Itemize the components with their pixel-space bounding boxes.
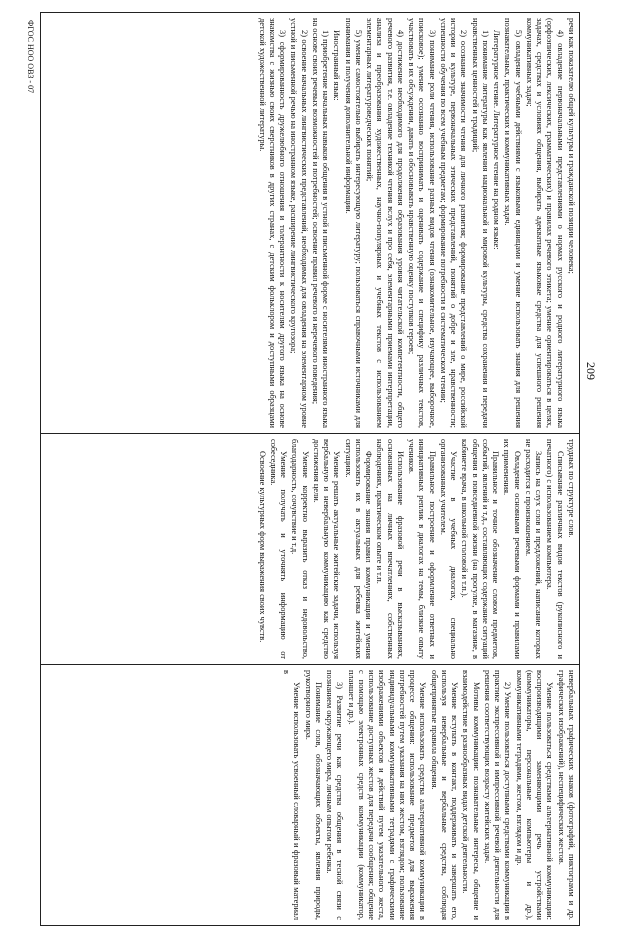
- paragraph: Понимание слов, обозначающих объекты, явления природы, рукотворного мира.: [303, 670, 323, 920]
- paragraph: Умение корректно выразить отказ и недовольство, благодарность, сочувствие и т.д.: [290, 439, 310, 659]
- paragraph: невербальных графических знаков (фотографий, пиктограмм и др. графических изображений), неспецифических жестов.: [556, 670, 576, 920]
- paragraph: Участие в учебных диалогах, специально организованных учителем.: [439, 439, 459, 659]
- rotated-page-content: [10, 12, 620, 920]
- section-title-foreign: Иностранный язык:: [332, 30, 342, 101]
- table-row: [41, 13, 580, 926]
- intro-text: речи как показателю общей культуры и гражданской позиции человека;: [567, 18, 576, 274]
- footer-code: ФГОС НОО ОВЗ - 07: [26, 20, 35, 94]
- right-column: [41, 665, 580, 926]
- list-item: 4) достижение необходимого для продолжения образования уровня читательской компетентности, общего речевого развития, т.е. овладение техникой чтения вслух и про себя, элементарными приемами интерпретации, анализа и преобразования художественных, научно-популярных и учебных текстов с использованием элементарных литературоведческих понятий;: [365, 18, 405, 428]
- paragraph: Умение получать и уточнять информацию от собеседника.: [269, 439, 289, 659]
- paragraph: Освоение культурных форм выражения своих чувств.: [257, 451, 267, 643]
- middle-column: [41, 434, 580, 665]
- list-item: 2) освоение начальных лингвистических представлений, необходимых для овладения на элементарном уровне устной и письменной речью на иностранном языке, расширение лингвистического кругозора;: [289, 18, 309, 428]
- paragraph: Использование фразовой речи в высказываниях, основанных на личных впечатлениях, собственных наблюдениях, практическом опыте и т.п.: [375, 439, 405, 659]
- list-item: 4) овладение первоначальными представлениями о нормах русского и родного литературного языка (орфоэпических, лексических, грамматических) и правилах речевого этикета; умение ориентироваться в целях, задачах, средствах и условиях общения, выбирать адекватные языковые средства для успешного решения коммуникативных задач;: [525, 18, 565, 428]
- standards-table: [40, 12, 580, 926]
- list-item: 1) приобретение начальных навыков общения в устной и письменной форме с носителями иностранного языка на основе своих речевых возможностей и потребностей; освоение правил речевого и неречевого поведения;: [311, 18, 331, 428]
- paragraph: Умение пользоваться средствами альтернативной коммуникации: воспроизводящими заменяющими речь устройствами (коммуникаторы, персональные компьютеры и др.), коммуникативными тетрадями, жестом, взглядом и др.: [514, 670, 555, 920]
- paragraph: 3) Развитие речи как средства общения в тесной связи с познанием окружающего мира, личным опытом ребенка.: [325, 670, 345, 920]
- list-item: 3) понимание роли чтения, использование разных видов чтения (ознакомительное, изучающее, выборочное, поисковое); умение осознанно воспринимать и оценивать содержание и специфику различных текстов, участвовать в их обсуждении, давать и обосновывать нравственную оценку поступков героев;: [407, 18, 437, 428]
- page-number: 209: [584, 362, 598, 380]
- paragraph: Умение решать актуальные житейские задачи, используя вербальную и невербальную коммуникацию как средство достижения цели.: [312, 439, 342, 659]
- paragraph: Мотивы коммуникации: познавательные интересы, общение и взаимодействие в разнообразных видах детской деятельности.: [461, 670, 481, 920]
- section-title-literature: Литературное чтение. Литературное чтение на родном языке:: [492, 30, 502, 250]
- list-item: 2) осознание значимости чтения для личного развития; формирование представлений о мире, российской истории и культуре, первоначальных этических представлений, понятий о добре и зле, нравственности; успешности обучения по всем учебным предметам; формирование потребности в систематическом чтении;: [439, 18, 469, 428]
- paragraph: Овладение основными речевыми формами и правилами их применения.: [502, 439, 522, 659]
- list-item: 1) понимание литературы как явления национальной и мировой культуры, средства сохранения и передачи нравственных ценностей и традиций;: [470, 18, 490, 428]
- subject-results-column: [41, 13, 580, 434]
- paragraph: Формирование знания правил коммуникации и умения использовать их в актуальных для ребенка житейских ситуациях.: [343, 439, 374, 659]
- paragraph: 2) Умение пользоваться доступными средствами коммуникации в практике экспрессивной и импрессивной речевой деятельности для решения соответствующих возрасту житейских задач.: [483, 670, 513, 920]
- paragraph: Умение использовать средства альтернативной коммуникации в процессе общения: использование предметов для выражения потребностей путем указания на них жестом, взглядом; пользование индивидуальными коммуникативными тетрадями с графическими изображениями объектов и действий путем указательного жеста, использование доступных жестов для передачи сообщения; общение с помощью электронных средств коммуникации (коммуникатор, планшет и др.).: [346, 670, 428, 920]
- list-item: 3) сформированность дружелюбного отношения и толерантности к носителям другого языка на основе знакомства с жизнью своих сверстников в других странах, с детским фольклором и доступными образцами детской художественной литературы.: [257, 18, 288, 428]
- paragraph: Умение вступать в контакт, поддерживать и завершать его, используя невербальные и вербальные средства, соблюдая общепринятые правила общения.: [429, 670, 460, 920]
- list-item: 5) умение самостоятельно выбирать интересующую литературу; пользоваться справочными источниками для понимания и получения дополнительной информации.: [343, 18, 363, 428]
- paragraph: Правильное построение и оформление ответных и инициативных реплик в диалогах на темы, близкие опыту учеников.: [407, 439, 437, 659]
- paragraph: трудных по структуре слов.: [567, 439, 576, 538]
- list-item: 5) овладение учебными действиями с языковыми единицами и умение использовать знания для решения познавательных, практических и коммуникативных задач.: [503, 18, 523, 428]
- paragraph: Умение использовать усвоенный словарный и фразовый материал в: [282, 670, 302, 920]
- paragraph: Списывание различных видов текстов (рукописного и печатного) с использованием компьютера.: [545, 439, 565, 659]
- paragraph: Запись на слух слов и предложений, написание которых не расходится с произношением.: [524, 439, 544, 659]
- paragraph: Правильное и точное обозначение словом предметов, событий, явлений и т.д., составляющих содержание ситуаций общения в повседневной жизни (на прогулке, в магазине, в кабинете врача, в школьной столовой и т.п.).: [460, 439, 501, 659]
